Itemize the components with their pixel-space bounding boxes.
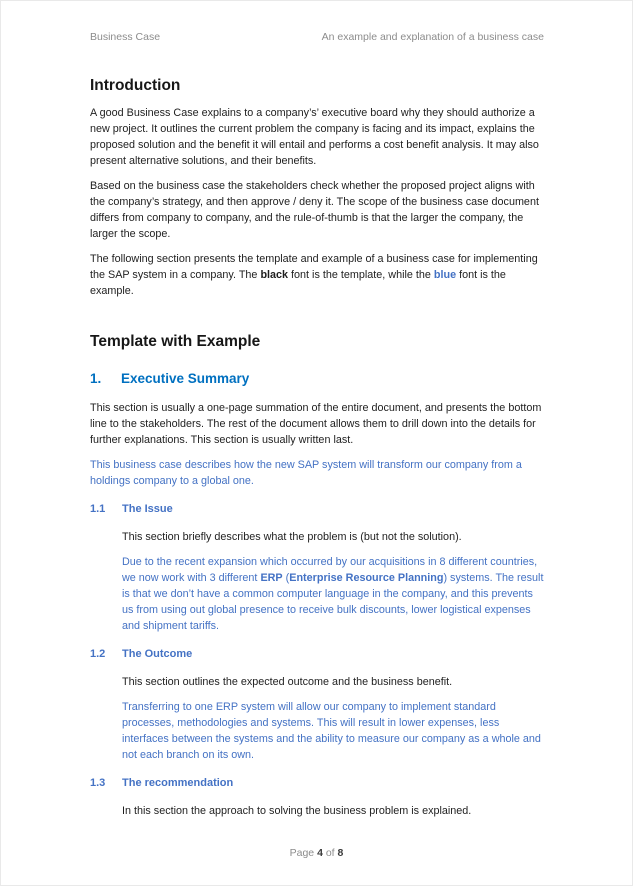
introduction-paragraph-1: A good Business Case explains to a company’s’ executive board why they should authorize a new project. It outlines the current problem the company is facing and its impact, explains the proposed solution and the benefit it will entail and performs a cost benefit analysis. It may also present alternative solutions, and their benefits.	[90, 107, 539, 167]
document-body	[90, 77, 544, 819]
subsection-heading-the-issue	[90, 502, 544, 516]
introduction-heading: Introduction	[90, 77, 181, 94]
header-left-title: Business Case	[90, 31, 161, 43]
section-number: 1.	[90, 371, 102, 386]
subsection-title: The Outcome	[122, 648, 193, 660]
section-heading-executive-summary	[90, 371, 544, 387]
section-title: Executive Summary	[121, 371, 250, 386]
the-issue-example: Due to the recent expansion which occurred by our acquisitions in 8 different countries, we now work with 3 different ERP (Enterprise Resource Planning) systems. The result is that we don’t have a common computer language in the company, and this prevents us from using out global presence to receive bulk discounts, lower logistical expenses and shipment tariffs.	[122, 556, 544, 632]
page-header	[90, 31, 544, 44]
subsection-number: 1.1	[90, 503, 106, 515]
subsection-title: The Issue	[122, 503, 173, 515]
subsection-number: 1.3	[90, 777, 106, 789]
subsection-title: The recommendation	[122, 777, 234, 789]
the-issue-body: This section briefly describes what the problem is (but not the solution).	[122, 531, 462, 543]
subsection-number: 1.2	[90, 648, 106, 660]
subsection-heading-the-recommendation	[90, 776, 544, 790]
executive-summary-body: This section is usually a one-page summation of the entire document, and presents the bottom line to the stakeholders. The rest of the document allows them to drill down into the details for further explanations. This section is usually written last.	[90, 402, 542, 446]
page-footer: Page 4 of 8	[289, 847, 344, 859]
introduction-paragraph-3: The following section presents the template and example of a business case for implementing the SAP system in a company. The black font is the template, while the blue font is the example.	[90, 253, 538, 297]
introduction-paragraph-2: Based on the business case the stakeholders check whether the proposed project aligns with the company’s strategy, and then approve / deny it. The scope of the business case document differs from company to company, and the rule-of-thumb is that the larger the company, the larger the scope.	[90, 180, 539, 240]
the-recommendation-body: In this section the approach to solving the business problem is explained.	[122, 805, 472, 817]
template-with-example-heading: Template with Example	[90, 333, 261, 350]
the-outcome-body: This section outlines the expected outcome and the business benefit.	[122, 676, 453, 688]
header-right-subtitle: An example and explanation of a business case	[321, 31, 544, 43]
subsection-heading-the-outcome	[90, 647, 544, 661]
the-outcome-example: Transferring to one ERP system will allow our company to implement standard processes, methodologies and systems. This will result in lower expenses, less interfaces between the systems and the ability to measure our company as a whole and not each branch on its own.	[122, 701, 541, 761]
executive-summary-example: This business case describes how the new SAP system will transform our company from a holdings company to a global one.	[90, 459, 522, 487]
